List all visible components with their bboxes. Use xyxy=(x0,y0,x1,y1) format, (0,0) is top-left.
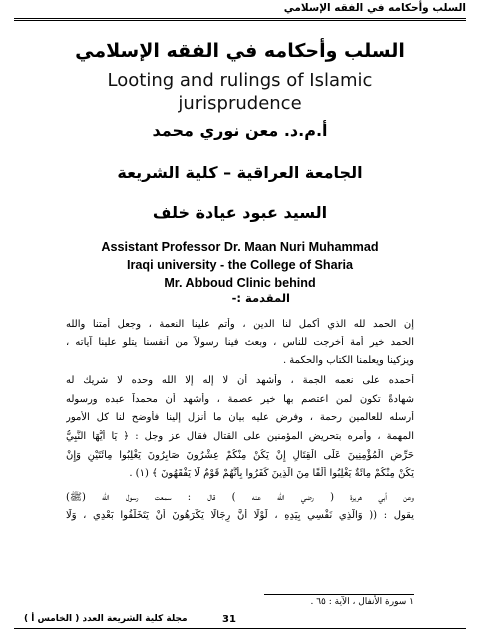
body-line: أرسله للعالمين رحمة ، وفرض عليه بيان ما أنزل إلينا فأوضح لنا كل الأمور xyxy=(66,412,414,423)
body-line: أحمده على نعمه الجمة ، وأشهد أن لا إله إلا الله وحده لا شريك له xyxy=(66,375,414,386)
body-line: وعن أبي هريرة ( رضي الله عنه ) قال : سمعت رسول الله (ﷺ) xyxy=(66,492,414,503)
body-line: إن الحمد لله الذي أكمل لنا الدين ، وأتم علينا النعمة ، وجعل أمتنا والله xyxy=(66,319,414,330)
arabic-title: السلب وأحكامه في الفقه الإسلامي xyxy=(75,40,405,62)
footer-journal-title: مجلة كلية الشريعة العدد ( الخامس أ ) xyxy=(24,614,188,624)
body-line: يقول : (( وَالَّذِي نَفْسِي بِيَدِهِ ، لَوْلَا أَنَّ رِجَالًا يَكْرَهُونَ أَنْ يَتَخَلَّفُوا بَعْدِي ، وَلَا xyxy=(66,510,414,521)
body-line: يَكُنْ مِنْكُمْ مِائَةٌ يَغْلِبُوا أَلْفًا مِنَ الَّذِينَ كَفَرُوا بِأَنَّهُمْ قَوْمٌ لَا يَفْقَهُونَ ﴾ (١) . xyxy=(129,468,414,479)
introduction-heading: المقدمة :- xyxy=(231,291,290,305)
arabic-university: الجامعة العراقية – كلية الشريعة xyxy=(117,163,363,182)
english-university: Iraqi university - the College of Sharia xyxy=(126,258,354,272)
header-rule-inner xyxy=(14,20,466,21)
body-line: المهمة ، وأمره بتحريض المؤمنين على القتال فقال عز وجل : ﴿ يَا أَيُّهَا النَّبِيُّ xyxy=(66,431,414,442)
body-line: ويزكينا ويعلمنا الكتاب والحكمة . xyxy=(282,355,414,366)
english-coauthor: Mr. Abboud Clinic behind xyxy=(164,276,316,290)
english-title-line-2: jurisprudence xyxy=(178,93,302,114)
english-author: Assistant Professor Dr. Maan Nuri Muhammad xyxy=(101,240,379,254)
body-line: الحمد خير أمة أخرجت للناس ، وبعث فينا رسولاً من أنفسنا يتلو علينا آياته ، xyxy=(66,337,414,348)
footer-rule xyxy=(14,628,466,629)
arabic-author: أ.م.د. معن نوري محمد xyxy=(152,121,328,140)
header-rule xyxy=(14,18,466,19)
footnote-rule xyxy=(264,594,414,595)
arabic-coauthor: السيد عبود عيادة خلف xyxy=(152,203,328,222)
footnote: ١ سورة الأنفال ، الآية : ٦٥ . xyxy=(310,597,414,607)
body-line: حَرِّضِ الْمُؤْمِنِينَ عَلَى الْقِتَالِ إِنْ يَكُنْ مِنْكُمْ عِشْرُونَ صَابِرُونَ يَغْلِبُوا مِائَتَيْنِ وَإِنْ xyxy=(66,450,414,461)
page-number: 31 xyxy=(222,614,236,625)
body-line: شهادةً تكون لمن اعتصم بها خير عصمة ، وأشهد أن محمداً عبده ورسوله xyxy=(66,394,414,405)
running-header: السلب وأحكامه في الفقه الإسلامي xyxy=(283,2,466,14)
english-title-line-1: Looting and rulings of Islamic xyxy=(107,70,373,91)
